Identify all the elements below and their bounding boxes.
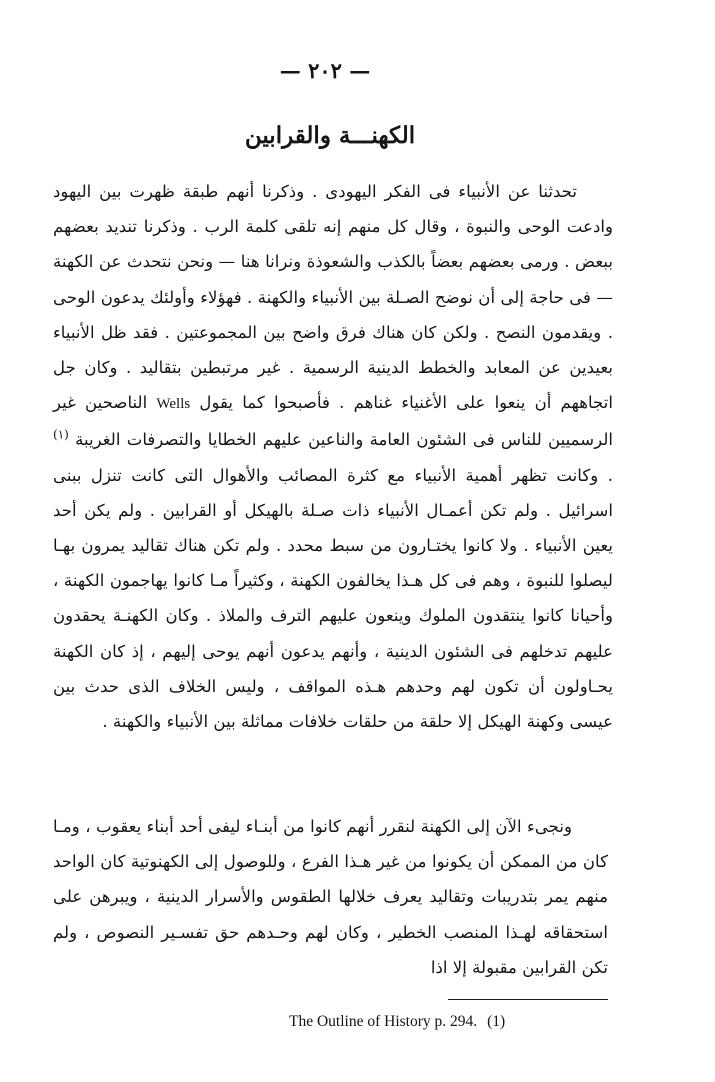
- paragraph-text-part-3: . وكانت تظهر أهمية الأنبياء مع كثرة المصائب والأهوال التى كانت تنزل ببنى اسرائيل . ولم تكن أعمـال الأنبياء ذات صـلة بالهيكل أو القرابين . ولم يكن أحد يعين الأنبياء . ولا كانوا يختـارون من سبط محدد . ولم تكن هناك تقاليد يمرون بهـا ليصلوا للنبوة ، وهم فى كل هـذا يخالفون الكهنة ، وكثيراً مـا كانوا يهاجمون الكهنة ، وأحيانا كانوا ينتقدون الملوك وينعون عليهم الترف والملاذ . وكان الكهنـة يحقدون عليهم تدخلهم فى الشئون الدينية ، وأنهم يدعون أنهم يوحى إليهم ، إذ كان الكهنة يحـاولون أن تكون لهم وحدهم هـذه المواقف ، وليس الخلاف الذى حدث بين عيسى وكهنة الهيكل إلا حلقة من حلقات خلافات مماثلة بين الأنبياء والكهنة .: [53, 465, 613, 732]
- latin-author-name: Wells: [156, 396, 191, 413]
- paragraph-text-part-1: تحدثنا عن الأنبياء فى الفكر اليهودى . وذكرنا أنهم طبقة ظهرت بين اليهود وادعت الوحى والنبوة ، وقال كل منهم إنه تلقى كلمة الرب . وذكرنا تنديد بعضهم ببعض . ورمى بعضهم بعضاً بالكذب والشعوذة ونرانا هنا — ونحن نتحدث عن الكهنة — فى حاجة إلى أن نوضح الصـلة بين الأنبياء والكهنة . فهؤلاء وأولئك يدعون الوحى . ويقدمون النصح . ولكن كان هناك فرق واضح بين المجموعتين . فقد ظل الأنبياء بعيدين عن المعابد والخطط الدينية الرسمية . غير مرتبطين بتقاليد . وكان جل اتجاههم أن ينعوا على الأغنياء غناهم . فأصبحوا كما يقول: [53, 182, 613, 413]
- footnote-marker: (1): [487, 1013, 506, 1030]
- paragraph-prophets-and-priests: [53, 174, 613, 739]
- footnote-reference: (١): [53, 427, 69, 442]
- chapter-title: الكهنـــة والقرابين: [244, 122, 416, 149]
- page-number: — ٢٠٢ —: [279, 58, 371, 83]
- paragraph-text: [53, 174, 613, 739]
- footnote-divider: [448, 999, 608, 1000]
- footnote: [289, 1013, 505, 1031]
- paragraph-text-part-2: الناصحين غير الرسميين للناس فى الشئون العامة والناعين عليهم الخطايا والتصرفات الغريبة: [53, 393, 614, 450]
- paragraph-text: ونجىء الآن إلى الكهنة لنقرر أنهم كانوا من أبنـاء ليفى أحد أبناء يعقوب ، ومـا كان من الممكن أن يكونوا من غير هـذا الفرع ، وللوصول إلى الكهنوتية كان الواحد منهم يمر بتدريبات وتقاليد يعرف خلالها الطقوس والأسرار الدينية ، ويبرهن على استحقاقه لهـذا المنصب الخطير ، وكان لهم وحـدهم حق تفسـير النصوص ، ولم تكن القرابين مقبولة إلا اذا: [53, 817, 608, 977]
- footnote-text: The Outline of History p. 294.: [289, 1013, 478, 1030]
- paragraph-priests-lineage: [53, 809, 608, 985]
